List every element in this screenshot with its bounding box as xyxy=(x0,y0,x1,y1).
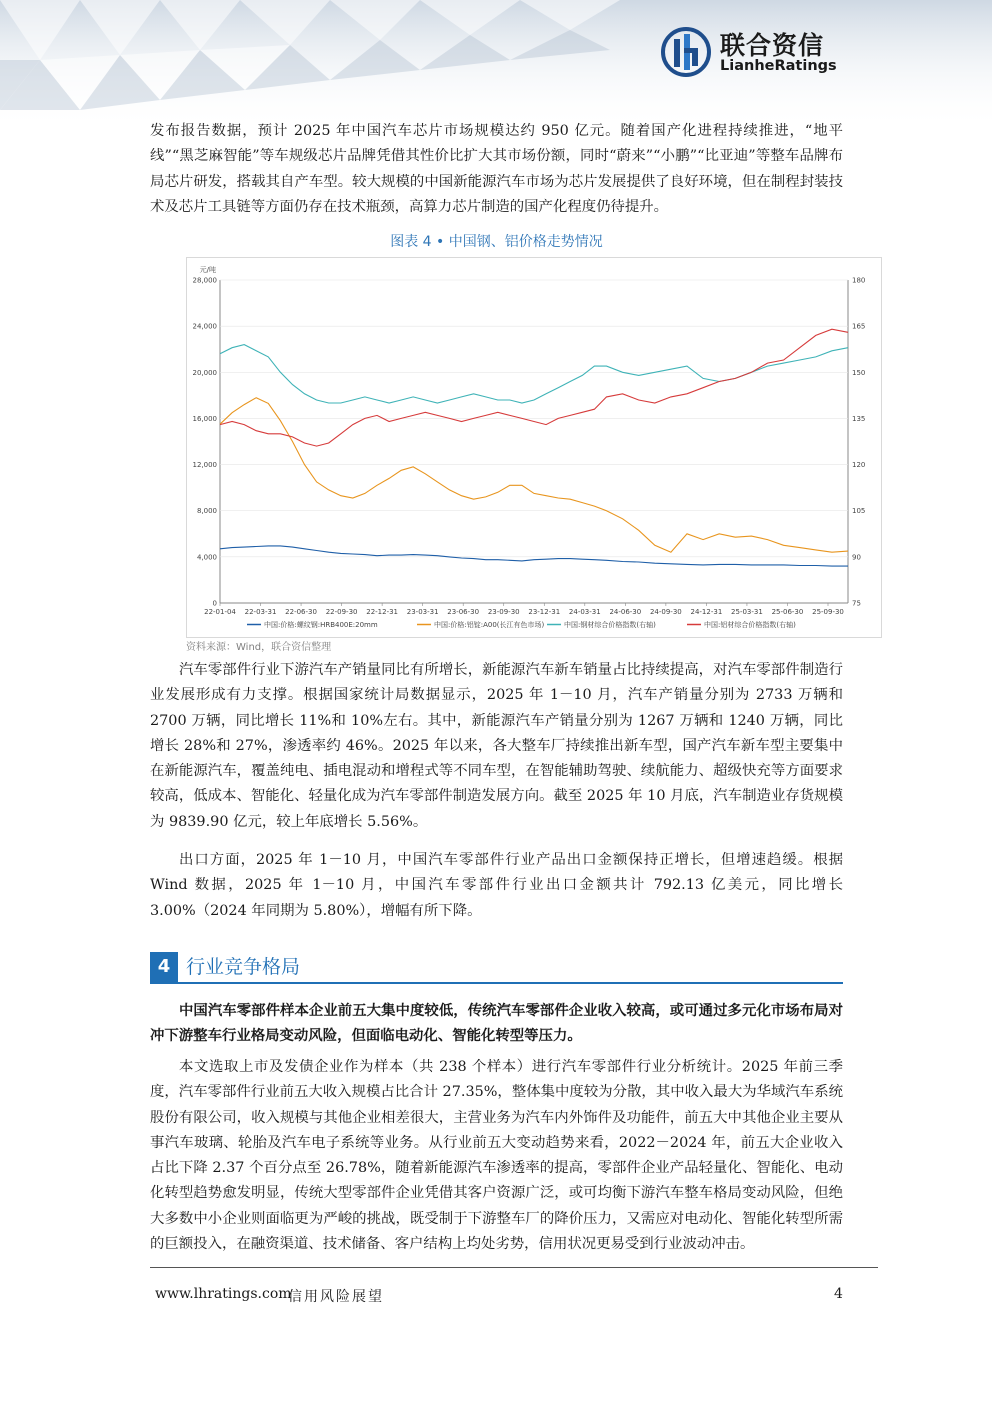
y-right-tick-label: 180 xyxy=(852,276,866,285)
y-right-tick-label: 165 xyxy=(852,322,866,331)
y-left-tick-label: 12,000 xyxy=(192,461,217,470)
section-heading xyxy=(150,952,843,982)
y-right-tick-label: 75 xyxy=(852,599,861,608)
brand-name-cn: 联合资信 xyxy=(720,31,825,60)
paragraph-competition-analysis: 本文选取上市及发债企业作为样本（共 238 个样本）进行汽车零部件行业分析统计。2025 年前三季度，汽车零部件行业前五大收入规模占比合计 27.35%，整体集中度较为分散，其中收入最大为华域汽车系统股份有限公司，收入规模与其他企业相差很大，主营业务为汽车内外饰件及功能件，前五大中其他企业主要从事汽车玻璃、轮胎及汽车电子系统等业务。从行业前五大变动趋势来看，2022－2024 年，前五大企业收入占比下降 2.37 个百分点至 26.78%，随着新能源汽车渗透率的提高，零部件企业产品轻量化、智能化、电动化转型趋势愈发明显，传统大型零部件企业凭借其客户资源广泛，或可均衡下游汽车整车格局变动风险，但绝大多数中小企业则面临更为严峻的挑战，既受制于下游整车厂的降价压力，又需应对电动化、智能化转型所需的巨额投入，在融资渠道、技术储备、客户结构上均处劣势，信用状况更易受到行业波动冲击。 xyxy=(150,1059,843,1253)
x-tick-label: 23-09-30 xyxy=(487,608,520,616)
section-number: 4 xyxy=(150,952,178,982)
x-tick-label: 24-12-31 xyxy=(690,608,723,616)
paragraph-exports: 出口方面，2025 年 1－10 月，中国汽车零部件行业产品出口金额保持正增长，但增速趋缓。根据 Wind 数据，2025 年 1－10 月，中国汽车零部件行业出口金额共计 792.13 亿美元，同比增长 3.00%（2024 年同期为 5.80%），增幅有所下降。 xyxy=(150,852,843,919)
legend-label: 中国:铝材综合价格指数(右轴) xyxy=(704,621,796,629)
series-line-4 xyxy=(220,329,848,446)
brand-name-en: LianheRatings xyxy=(720,58,837,74)
y-left-unit-label: 元/吨 xyxy=(199,266,216,274)
x-tick-label: 22-03-31 xyxy=(244,608,277,616)
series-line-3 xyxy=(220,345,848,403)
y-left-tick-label: 16,000 xyxy=(192,414,217,423)
x-tick-label: 23-06-30 xyxy=(447,608,480,616)
legend-label: 中国:价格:螺纹钢:HRB400E:20mm xyxy=(264,621,378,629)
footer-divider xyxy=(150,1267,878,1268)
y-right-tick-label: 150 xyxy=(852,368,866,377)
y-left-tick-label: 4,000 xyxy=(196,553,217,562)
x-tick-label: 23-03-31 xyxy=(406,608,439,616)
x-tick-label: 25-03-31 xyxy=(731,608,763,616)
y-right-tick-label: 105 xyxy=(852,507,866,516)
x-tick-label: 24-03-31 xyxy=(568,608,601,616)
x-tick-label: 24-09-30 xyxy=(649,608,682,616)
series-line-1 xyxy=(220,546,848,566)
x-tick-label: 22-01-04 xyxy=(204,608,236,616)
x-tick-label: 22-12-31 xyxy=(366,608,399,616)
x-tick-label: 24-06-30 xyxy=(609,608,642,616)
y-right-tick-label: 90 xyxy=(852,553,861,562)
footer-url[interactable]: www.lhratings.com xyxy=(155,1286,292,1302)
page-number: 4 xyxy=(834,1286,843,1302)
section-title: 行业竞争格局 xyxy=(186,956,301,978)
section-underline xyxy=(150,982,843,984)
lianhe-logo-icon xyxy=(660,26,712,78)
y-left-tick-label: 20,000 xyxy=(192,368,217,377)
footer-publication-label: 信用风险展望 xyxy=(288,1289,384,1305)
x-tick-label: 23-12-31 xyxy=(528,608,561,616)
x-tick-label: 25-06-30 xyxy=(771,608,804,616)
brand-logo xyxy=(660,24,850,84)
y-left-tick-label: 24,000 xyxy=(192,322,217,331)
y-left-tick-label: 8,000 xyxy=(196,507,217,516)
x-tick-label: 25-09-30 xyxy=(812,608,844,616)
y-left-tick-label: 0 xyxy=(212,599,217,608)
paragraph-production-sales: 汽车零部件行业下游汽车产销量同比有所增长，新能源汽车新车销量占比持续提高，对汽车零部件制造行业发展形成有力支撑。根据国家统计局数据显示，2025 年 1－10 月，汽车产销量分别为 2733 万辆和 2700 万辆，同比增长 11%和 10%左右。其中，新能源汽车产销量分别为 1267 万辆和 1240 万辆，同比增长 28%和 27%，渗透率约 46%。2025 年以来，各大整车厂持续推出新车型，国产汽车新车型主要集中在新能源汽车，覆盖纯电、插电混动和增程式等不同车型，在智能辅助驾驶、续航能力、超级快充等方面要求较高，低成本、智能化、轻量化成为汽车零部件制造发展方向。截至 2025 年 10 月底，汽车制造业存货规模为 9839.90 亿元，较上年底增长 5.56%。 xyxy=(150,662,843,830)
series-line-2 xyxy=(220,398,848,553)
y-right-tick-label: 120 xyxy=(852,461,866,470)
y-right-tick-label: 135 xyxy=(852,414,866,423)
legend-label: 中国:钢材综合价格指数(右轴) xyxy=(564,621,656,629)
figure-title: 图表 4 • 中国钢、铝价格走势情况 xyxy=(390,234,603,250)
x-tick-label: 22-09-30 xyxy=(325,608,358,616)
paragraph-key-finding: 中国汽车零部件样本企业前五大集中度较低，传统汽车零部件企业收入较高，或可通过多元化市场布局对冲下游整车行业格局变动风险，但面临电动化、智能化转型等压力。 xyxy=(150,1002,843,1045)
x-tick-label: 22-06-30 xyxy=(285,608,317,616)
legend-label: 中国:价格:铝锭:A00(长江有色市场) xyxy=(434,621,545,629)
paragraph-chip-market: 发布报告数据，预计 2025 年中国汽车芯片市场规模达约 950 亿元。随着国产化进程持续推进，“地平线”“黑芝麻智能”等车规级芯片品牌凭借其性价比扩大其市场份额，同时“蔚来”“小鹏”“比亚迪”等整车品牌布局芯片研发，搭载其自产车型。较大规模的中国新能源汽车市场为芯片发展提供了良好环境，但在制程封装技术及芯片工具链等方面仍存在技术瓶颈，高算力芯片制造的国产化程度仍待提升。 xyxy=(150,123,843,215)
price-trend-chart xyxy=(186,257,882,638)
y-left-tick-label: 28,000 xyxy=(192,276,217,285)
figure-source: 资料来源：Wind，联合资信整理 xyxy=(186,642,332,653)
price-trend-chart-svg xyxy=(187,258,881,637)
